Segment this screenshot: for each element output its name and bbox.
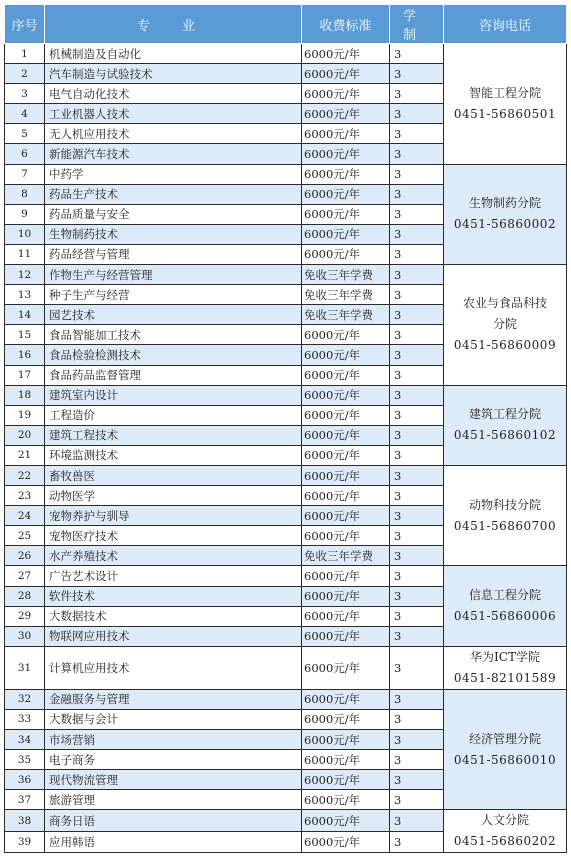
row-years: 3	[390, 810, 444, 832]
row-years: 3	[390, 831, 444, 853]
dept-name: 经济管理分院	[468, 731, 541, 746]
row-major: 物联网应用技术	[45, 626, 302, 646]
row-years: 3	[390, 486, 444, 506]
row-fee: 6000元/年	[302, 626, 390, 646]
dept-contact-cell	[444, 810, 567, 853]
row-fee: 6000元/年	[302, 606, 390, 626]
row-years: 3	[390, 345, 444, 365]
row-years: 3	[390, 405, 444, 425]
table-body	[5, 44, 567, 853]
row-years: 3	[390, 425, 444, 445]
row-fee: 6000元/年	[302, 831, 390, 853]
row-fee: 6000元/年	[302, 365, 390, 385]
row-major: 金融服务与管理	[45, 689, 302, 709]
row-years: 3	[390, 164, 444, 184]
row-major: 中药学	[45, 164, 302, 184]
row-years: 3	[390, 144, 444, 164]
row-major: 新能源汽车技术	[45, 144, 302, 164]
majors-table-container	[4, 4, 566, 853]
dept-name: 建筑工程分院	[468, 407, 541, 422]
row-fee: 6000元/年	[302, 64, 390, 84]
row-seq: 26	[5, 546, 45, 566]
row-seq: 38	[5, 810, 45, 832]
row-fee: 6000元/年	[302, 104, 390, 124]
table-row	[5, 164, 567, 184]
row-years: 3	[390, 244, 444, 264]
dept-name: 动物科技分院	[468, 497, 541, 512]
row-fee: 6000元/年	[302, 345, 390, 365]
row-seq: 13	[5, 285, 45, 305]
row-major: 药品生产技术	[45, 184, 302, 204]
row-seq: 3	[5, 84, 45, 104]
row-major: 广告艺术设计	[45, 566, 302, 586]
row-major: 现代物流管理	[45, 770, 302, 790]
dept-contact-cell	[444, 689, 567, 810]
row-major: 生物制药技术	[45, 224, 302, 244]
row-major: 食品智能加工技术	[45, 325, 302, 345]
row-years: 3	[390, 750, 444, 770]
header-fee: 收费标准	[302, 5, 390, 44]
row-major: 市场营销	[45, 730, 302, 750]
dept-contact-cell	[444, 465, 567, 565]
row-seq: 27	[5, 566, 45, 586]
row-seq: 12	[5, 265, 45, 285]
row-fee: 6000元/年	[302, 184, 390, 204]
row-fee: 6000元/年	[302, 566, 390, 586]
row-major: 电气自动化技术	[45, 84, 302, 104]
row-years: 3	[390, 385, 444, 405]
row-years: 3	[390, 325, 444, 345]
row-fee: 6000元/年	[302, 124, 390, 144]
row-major: 宠物医疗技术	[45, 526, 302, 546]
row-major: 食品药品监督管理	[45, 365, 302, 385]
row-years: 3	[390, 365, 444, 385]
row-major: 种子生产与经营	[45, 285, 302, 305]
row-seq: 6	[5, 144, 45, 164]
dept-phone: 0451-56860102	[453, 428, 557, 443]
row-major: 应用韩语	[45, 831, 302, 853]
row-seq: 18	[5, 385, 45, 405]
row-years: 3	[390, 265, 444, 285]
row-seq: 16	[5, 345, 45, 365]
row-fee: 6000元/年	[302, 244, 390, 264]
row-seq: 2	[5, 64, 45, 84]
row-fee: 6000元/年	[302, 770, 390, 790]
row-seq: 21	[5, 445, 45, 465]
row-seq: 15	[5, 325, 45, 345]
dept-name: 智能工程分院	[468, 85, 541, 100]
row-fee: 6000元/年	[302, 810, 390, 832]
row-seq: 17	[5, 365, 45, 385]
row-fee: 6000元/年	[302, 486, 390, 506]
row-fee: 6000元/年	[302, 526, 390, 546]
table-row	[5, 810, 567, 832]
table-row	[5, 646, 567, 689]
header-contact: 咨询电话	[444, 5, 567, 44]
row-seq: 35	[5, 750, 45, 770]
row-major: 水产养殖技术	[45, 546, 302, 566]
dept-contact-cell	[444, 646, 567, 689]
dept-contact-cell	[444, 566, 567, 646]
row-major: 药品质量与安全	[45, 204, 302, 224]
row-years: 3	[390, 566, 444, 586]
table-row	[5, 566, 567, 586]
dept-name: 华为ICT学院	[470, 649, 540, 664]
dept-contact-cell	[444, 385, 567, 465]
row-years: 3	[390, 285, 444, 305]
table-row	[5, 465, 567, 485]
row-seq: 4	[5, 104, 45, 124]
row-major: 机械制造及自动化	[45, 44, 302, 64]
row-major: 工程造价	[45, 405, 302, 425]
row-seq: 28	[5, 586, 45, 606]
dept-name: 人文分院	[480, 813, 529, 828]
majors-fee-table	[4, 4, 567, 853]
table-row	[5, 385, 567, 405]
row-seq: 14	[5, 305, 45, 325]
row-years: 3	[390, 586, 444, 606]
header-row	[5, 5, 567, 44]
row-years: 3	[390, 465, 444, 485]
row-fee: 6000元/年	[302, 325, 390, 345]
dept-phone: 0451-82101589	[453, 670, 557, 685]
row-years: 3	[390, 709, 444, 729]
row-seq: 5	[5, 124, 45, 144]
row-major: 计算机应用技术	[45, 646, 302, 689]
row-years: 3	[390, 84, 444, 104]
row-major: 无人机应用技术	[45, 124, 302, 144]
row-major: 大数据与会计	[45, 709, 302, 729]
header-seq: 序号	[5, 5, 45, 44]
row-fee: 免收三年学费	[302, 265, 390, 285]
row-years: 3	[390, 445, 444, 465]
dept-phone: 0451-56860002	[453, 217, 557, 232]
row-years: 3	[390, 770, 444, 790]
row-major: 药品经营与管理	[45, 244, 302, 264]
dept-name: 农业与食品科技 分院	[462, 296, 547, 332]
dept-phone: 0451-56860700	[453, 518, 557, 533]
row-seq: 8	[5, 184, 45, 204]
row-seq: 29	[5, 606, 45, 626]
dept-contact-cell	[444, 164, 567, 264]
row-years: 3	[390, 626, 444, 646]
row-fee: 6000元/年	[302, 586, 390, 606]
row-years: 3	[390, 204, 444, 224]
table-row	[5, 689, 567, 709]
row-seq: 32	[5, 689, 45, 709]
row-seq: 10	[5, 224, 45, 244]
row-seq: 9	[5, 204, 45, 224]
row-seq: 7	[5, 164, 45, 184]
row-seq: 20	[5, 425, 45, 445]
row-seq: 25	[5, 526, 45, 546]
row-fee: 6000元/年	[302, 144, 390, 164]
row-major: 作物生产与经营管理	[45, 265, 302, 285]
row-years: 3	[390, 606, 444, 626]
dept-phone: 0451-56860010	[453, 752, 557, 767]
row-years: 3	[390, 646, 444, 689]
row-major: 汽车制造与试验技术	[45, 64, 302, 84]
row-seq: 30	[5, 626, 45, 646]
row-fee: 6000元/年	[302, 689, 390, 709]
dept-contact-cell	[444, 265, 567, 386]
row-years: 3	[390, 546, 444, 566]
row-major: 食品检验检测技术	[45, 345, 302, 365]
header-major: 专 业	[45, 5, 302, 44]
row-years: 3	[390, 790, 444, 810]
row-fee: 6000元/年	[302, 164, 390, 184]
row-years: 3	[390, 689, 444, 709]
row-years: 3	[390, 64, 444, 84]
row-major: 建筑室内设计	[45, 385, 302, 405]
row-major: 旅游管理	[45, 790, 302, 810]
row-seq: 36	[5, 770, 45, 790]
row-seq: 37	[5, 790, 45, 810]
row-fee: 免收三年学费	[302, 285, 390, 305]
row-seq: 19	[5, 405, 45, 425]
row-years: 3	[390, 506, 444, 526]
row-seq: 33	[5, 709, 45, 729]
row-major: 园艺技术	[45, 305, 302, 325]
row-seq: 39	[5, 831, 45, 853]
row-years: 3	[390, 305, 444, 325]
row-fee: 6000元/年	[302, 385, 390, 405]
row-seq: 11	[5, 244, 45, 264]
row-major: 动物医学	[45, 486, 302, 506]
row-major: 商务日语	[45, 810, 302, 832]
row-years: 3	[390, 730, 444, 750]
row-major: 建筑工程技术	[45, 425, 302, 445]
row-fee: 6000元/年	[302, 445, 390, 465]
row-years: 3	[390, 124, 444, 144]
row-fee: 6000元/年	[302, 465, 390, 485]
row-seq: 24	[5, 506, 45, 526]
row-fee: 6000元/年	[302, 646, 390, 689]
row-fee: 免收三年学费	[302, 305, 390, 325]
row-fee: 6000元/年	[302, 750, 390, 770]
dept-contact-cell	[444, 44, 567, 165]
row-fee: 6000元/年	[302, 44, 390, 64]
row-seq: 31	[5, 646, 45, 689]
dept-name: 生物制药分院	[468, 196, 541, 211]
row-major: 畜牧兽医	[45, 465, 302, 485]
row-fee: 6000元/年	[302, 425, 390, 445]
dept-phone: 0451-56860501	[453, 106, 557, 121]
row-seq: 22	[5, 465, 45, 485]
table-row	[5, 44, 567, 64]
row-seq: 34	[5, 730, 45, 750]
dept-name: 信息工程分院	[468, 588, 541, 603]
row-major: 软件技术	[45, 586, 302, 606]
row-seq: 1	[5, 44, 45, 64]
row-fee: 6000元/年	[302, 709, 390, 729]
table-row	[5, 265, 567, 285]
row-fee: 6000元/年	[302, 790, 390, 810]
row-major: 工业机器人技术	[45, 104, 302, 124]
row-fee: 免收三年学费	[302, 546, 390, 566]
dept-phone: 0451-56860202	[453, 834, 557, 849]
dept-phone: 0451-56860006	[453, 609, 557, 624]
row-fee: 6000元/年	[302, 84, 390, 104]
row-seq: 23	[5, 486, 45, 506]
row-fee: 6000元/年	[302, 730, 390, 750]
row-major: 环境监测技术	[45, 445, 302, 465]
row-major: 电子商务	[45, 750, 302, 770]
row-years: 3	[390, 526, 444, 546]
table-header	[5, 5, 567, 44]
row-fee: 6000元/年	[302, 224, 390, 244]
row-major: 宠物养护与驯导	[45, 506, 302, 526]
row-years: 3	[390, 184, 444, 204]
dept-phone: 0451-56860009	[453, 338, 557, 353]
row-fee: 6000元/年	[302, 405, 390, 425]
row-years: 3	[390, 44, 444, 64]
row-years: 3	[390, 104, 444, 124]
row-years: 3	[390, 224, 444, 244]
row-fee: 6000元/年	[302, 506, 390, 526]
header-years: 学 制	[390, 5, 444, 44]
row-major: 大数据技术	[45, 606, 302, 626]
row-fee: 6000元/年	[302, 204, 390, 224]
